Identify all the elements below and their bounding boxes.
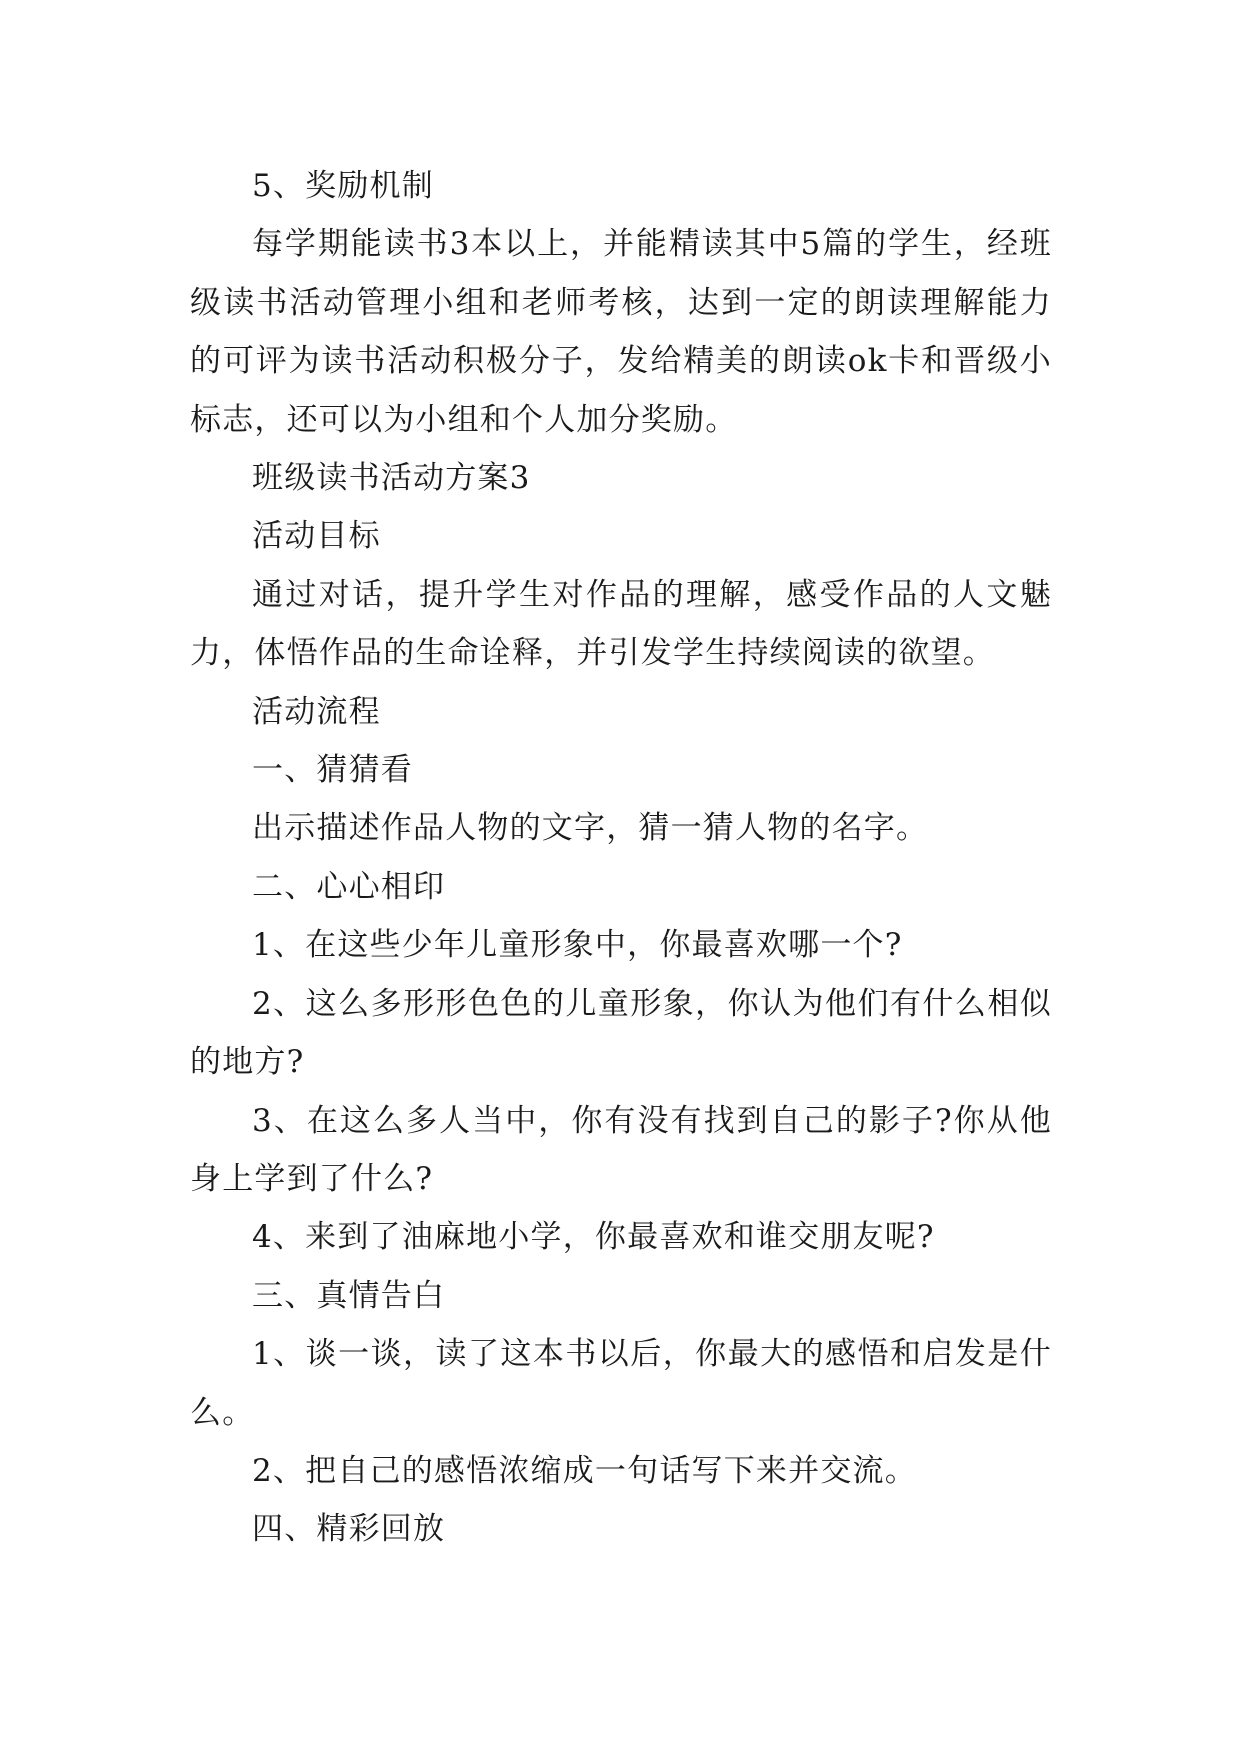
list-item-reflection-2: 2、把自己的感悟浓缩成一句话写下来并交流。 bbox=[252, 1452, 917, 1489]
paragraph-activity-goal: 通过对话，提升学生对作品的理解，感受作品的人文魅力，体悟作品的生命诠释，并引发学生持续阅读的欲望。 bbox=[190, 576, 1052, 672]
document-body bbox=[190, 157, 1052, 1559]
plan-title: 班级读书活动方案3 bbox=[252, 460, 531, 497]
list-item-question-1: 1、在这些少年儿童形象中，你最喜欢哪一个? bbox=[252, 927, 903, 964]
list-item-question-3: 3、在这么多人当中，你有没有找到自己的影子?你从他身上学到了什么? bbox=[190, 1102, 1052, 1197]
list-item-question-2: 2、这么多形形色色的儿童形象，你认为他们有什么相似的地方? bbox=[190, 985, 1052, 1081]
section-heading-activity-goal: 活动目标 bbox=[252, 518, 381, 555]
section-heading-replay: 四、精彩回放 bbox=[252, 1511, 446, 1548]
section-heading-heart-to-heart: 二、心心相印 bbox=[252, 868, 446, 905]
section-heading-reward-mechanism: 5、奖励机制 bbox=[252, 168, 434, 204]
section-heading-confession: 三、真情告白 bbox=[252, 1277, 446, 1314]
section-heading-activity-flow: 活动流程 bbox=[252, 693, 381, 730]
list-item-question-4: 4、来到了油麻地小学，你最喜欢和谁交朋友呢? bbox=[252, 1219, 935, 1256]
section-heading-guess: 一、猜猜看 bbox=[252, 752, 413, 789]
list-item-reflection-1: 1、谈一谈，读了这本书以后，你最大的感悟和启发是什么。 bbox=[190, 1336, 1052, 1431]
paragraph-guess: 出示描述作品人物的文字，猜一猜人物的名字。 bbox=[252, 810, 929, 847]
paragraph-reward-details: 每学期能读书3本以上，并能精读其中5篇的学生，经班级读书活动管理小组和老师考核，达到一定的朗读理解能力的可评为读书活动积极分子，发给精美的朗读ok卡和晋级小标志，还可以为小组和个人加分奖励。 bbox=[190, 226, 1052, 438]
